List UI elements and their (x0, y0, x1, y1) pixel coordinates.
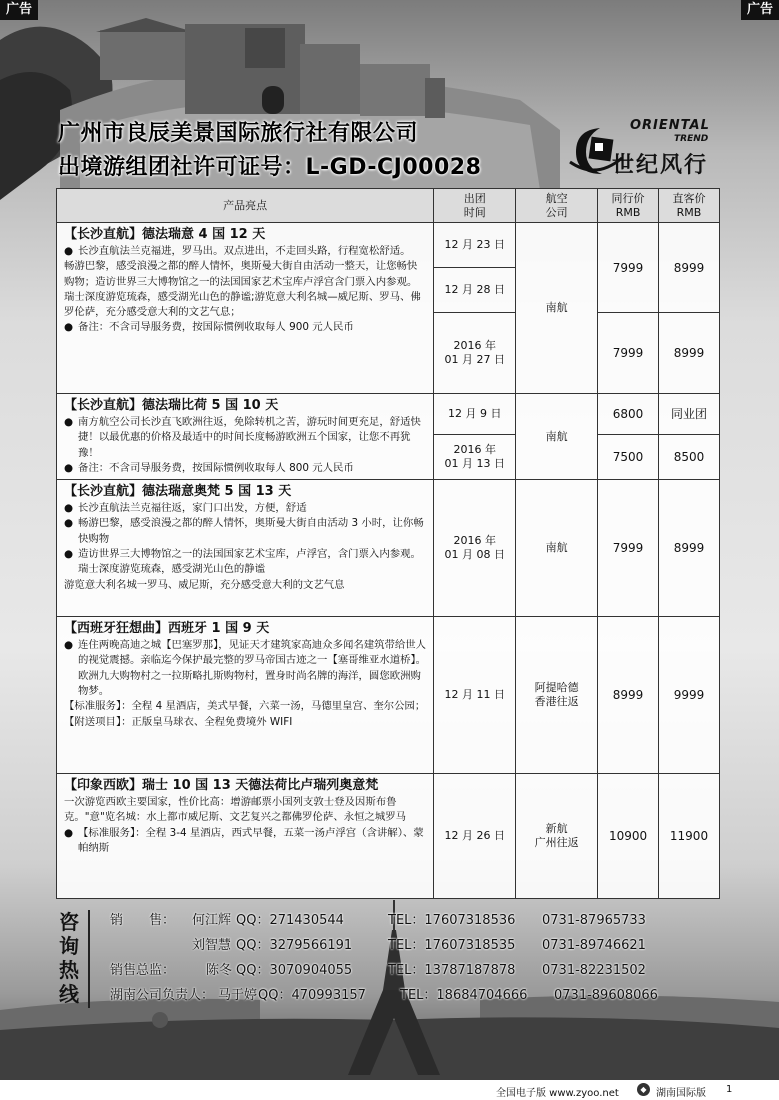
contact-phone: 0731-89608066 (554, 988, 658, 1003)
footer-edition: 湖南国际版 (656, 1088, 706, 1099)
departure-date: 2016 年 01 月 13 日 (434, 434, 516, 479)
airline: 新航 广州往返 (516, 774, 598, 899)
product-note: 备注：不含司导服务费，按国际惯例收取每人 800 元人民币 (78, 461, 354, 474)
product-title: 【长沙直航】德法瑞意奥梵 5 国 13 天 (64, 484, 292, 500)
product-4-details: 【西班牙狂想曲】西班牙 1 国 9 天 ● 连住两晚高迪之城【巴塞罗那】，见证天才建筑家高迪众多闻名建筑带给世人的视觉震撼。亲临迄今保护最完整的罗马帝国古迹之一【塞哥维亚水道桥】。欧洲九大购物村之一拉斯略扎斯购物村，置身时尚名牌的海洋，圆您欧洲购物梦。 【标准服务】：全程 4 星酒店，美式早餐，六菜一汤，马德里皇宫、奎尔公园； 【附送项目】：正版皇马球衣、全程免费境外 WIFI (57, 617, 434, 774)
table-header-row (57, 189, 720, 223)
direct-price: 同业团 (659, 394, 720, 435)
direct-price: 8999 (659, 480, 720, 617)
departure-date: 2016 年 01 月 27 日 (434, 313, 516, 394)
departure-date: 2016 年 01 月 08 日 (434, 480, 516, 617)
airline: 南航 (516, 223, 598, 394)
departure-date: 12 月 28 日 (434, 268, 516, 313)
product-title: 【长沙直航】德法瑞意 4 国 12 天 (64, 227, 266, 242)
contact-phone: 0731-89746621 (542, 938, 646, 953)
ad-label-right: 广告 (741, 0, 779, 20)
contact-qq: QQ：3279566191 (236, 938, 353, 953)
product-title: 【印象西欧】瑞士 10 国 13 天德法荷比卢瑞列奥意梵 (64, 778, 379, 794)
contact-phone: 0731-87965733 (542, 913, 646, 928)
contact-tel: TEL：17607318535 (388, 938, 516, 953)
contact-label: 湖南公司负责人： (110, 988, 215, 1003)
contact-hotline (58, 906, 738, 1014)
product-5-details: 【印象西欧】瑞士 10 国 13 天德法荷比卢瑞列奥意梵 一次游览西欧主要国家，性价比高：增游邮票小国列支敦士登及因斯布鲁克。"意"览名城：水上都市威尼斯、文艺复兴之都佛罗伦萨、永恒之城罗马 ● 【标准服务】：全程 3-4 星酒店，西式早餐，五菜一汤卢浮宫（含讲解）、蒙帕纳斯 (57, 774, 434, 899)
ad-label-left: 广告 (0, 0, 38, 20)
airline: 南航 (516, 480, 598, 617)
product-bullet: 长沙直航法兰克福往返，家门口出发，方便，舒适 (78, 502, 307, 515)
tour-table (56, 188, 720, 899)
header-airline: 航空 公司 (516, 189, 598, 223)
header-direct-price: 直客价 RMB (659, 189, 720, 223)
table-row (57, 480, 720, 617)
product-title: 【西班牙狂想曲】西班牙 1 国 9 天 (64, 621, 270, 637)
footer-website: 全国电子版 www.zyoo.net (496, 1088, 619, 1099)
trade-price: 7999 (598, 223, 659, 313)
contact-tel: TEL：17607318536 (388, 913, 516, 928)
header-date: 出团 时间 (434, 189, 516, 223)
product-note: 备注：不含司导服务费，按国际惯例收取每人 900 元人民币 (78, 321, 354, 334)
table-row (57, 394, 720, 435)
product-2-details: 【长沙直航】德法瑞比荷 5 国 10 天 ● 南方航空公司长沙直飞欧洲往返，免除转机之苦，游玩时间更充足，舒适快捷！以最优惠的价格及最适中的时间长度畅游欧洲五个国家，让您不再犹豫！ ● 备注：不含司导服务费，按国际惯例收取每人 800 元人民币 (57, 394, 434, 480)
table-row (57, 617, 720, 774)
direct-price: 8999 (659, 223, 720, 313)
departure-date: 12 月 11 日 (434, 617, 516, 774)
contact-tel: TEL：13787187878 (388, 963, 516, 978)
contact-qq: QQ：271430544 (236, 913, 344, 928)
divider (88, 910, 90, 1008)
logo-text-en-sub: TREND (674, 134, 709, 144)
contact-qq: QQ：3070904055 (236, 963, 353, 978)
product-service: 【标准服务】：全程 3-4 星酒店，西式早餐，五菜一汤卢浮宫（含讲解）、蒙帕纳斯 (78, 826, 424, 855)
product-bullet: 连住两晚高迪之城【巴塞罗那】，见证天才建筑家高迪众多闻名建筑带给世人的视觉震撼。亲临迄今保护最完整的罗马帝国古迹之一【塞哥维亚水道桥】。欧洲九大购物村之一拉斯略扎斯购物村，置身时尚名牌的海洋，圆您欧洲购物梦。 (78, 639, 427, 698)
page-footer (0, 1080, 779, 1100)
trade-price: 7999 (598, 313, 659, 394)
logo-text-en: ORIENTAL (630, 118, 710, 133)
header-trade-price: 同行价 RMB (598, 189, 659, 223)
contact-tel: TEL：18684704666 (400, 988, 528, 1003)
direct-price: 8999 (659, 313, 720, 394)
table-row (57, 223, 720, 268)
header-product: 产品亮点 (57, 189, 434, 223)
trade-price: 6800 (598, 394, 659, 435)
trade-price: 7500 (598, 434, 659, 479)
brand-logo (566, 116, 756, 186)
direct-price: 9999 (659, 617, 720, 774)
edition-emblem-icon: ◆ (637, 1083, 650, 1096)
product-bullet: 造访世界三大博物馆之一的法国国家艺术宝库，卢浮宫，含门票入内参观。瑞士深度游览琉森，感受湖光山色的静谧 (78, 548, 421, 576)
company-name: 广州市良辰美景国际旅行社有限公司 (58, 121, 419, 146)
logo-text-cn: 世纪风行 (612, 152, 709, 178)
trade-price: 8999 (598, 617, 659, 774)
product-description: 畅游巴黎，感受浪漫之都的醉人情怀，奥斯曼大街自由活动一整天，让您畅快购物；造访世界三大博物馆之一的法国国家艺术宝库卢浮宫含门票入内参观。瑞士深度游览琉森，感受湖光山色的静谧;游览意大利名城—威尼斯、罗马、佛罗伦萨，充分感受意大利的文艺气息； (64, 260, 421, 319)
contact-label: 销 售： (110, 913, 176, 928)
departure-date: 12 月 26 日 (434, 774, 516, 899)
airline: 南航 (516, 394, 598, 480)
trade-price: 10900 (598, 774, 659, 899)
license-number: 出境游组团社许可证号：L-GD-CJ00028 (58, 155, 482, 180)
contact-name: 何江辉 (192, 913, 232, 928)
contact-phone: 0731-82231502 (542, 963, 646, 978)
trade-price: 7999 (598, 480, 659, 617)
product-1-details: 【长沙直航】德法瑞意 4 国 12 天 ● 长沙直航法兰克福进，罗马出。双点进出，不走回头路，行程宽松舒适。 畅游巴黎，感受浪漫之都的醉人情怀，奥斯曼大街自由活动一整天，让您畅快购物；造访世界三大博物馆之一的法国国家艺术宝库卢浮宫含门票入内参观。瑞士深度游览琉森，感受湖光山色的静谧;游览意大利名城—威尼斯、罗马、佛罗伦萨，充分感受意大利的文艺气息； ● 备注：不含司导服务费，按国际惯例收取每人 900 元人民币 (57, 223, 434, 394)
page-number: 1 (726, 1084, 733, 1095)
airline: 阿提哈德 香港往返 (516, 617, 598, 774)
product-title: 【长沙直航】德法瑞比荷 5 国 10 天 (64, 398, 279, 413)
contact-name: 马于婷 (218, 988, 258, 1003)
product-bullet: 长沙直航法兰克福进，罗马出。双点进出，不走回头路，行程宽松舒适。 (78, 245, 411, 257)
departure-date: 12 月 23 日 (434, 223, 516, 268)
hotline-title: 咨 询 热 线 (59, 910, 79, 1006)
contact-name: 陈冬 (206, 963, 233, 978)
direct-price: 8500 (659, 434, 720, 479)
product-bullet: 南方航空公司长沙直飞欧洲往返，免除转机之苦，游玩时间更充足，舒适快捷！以最优惠的价格及最适中的时间长度畅游欧洲五个国家，让您不再犹豫！ (78, 416, 421, 459)
table-row (57, 774, 720, 899)
contact-name: 刘智慧 (192, 938, 232, 953)
direct-price: 11900 (659, 774, 720, 899)
product-service: 【标准服务】：全程 4 星酒店，美式早餐，六菜一汤，马德里皇宫、奎尔公园； 【附送项目】：正版皇马球衣、全程免费境外 WIFI (64, 700, 431, 728)
product-bullet: 畅游巴黎，感受浪漫之都的醉人情怀，奥斯曼大街自由活动 3 小时，让你畅快购物 (78, 517, 424, 545)
contact-qq: QQ：470993157 (258, 988, 366, 1003)
departure-date: 12 月 9 日 (434, 394, 516, 435)
product-description: 游览意大利名城一罗马、威尼斯，充分感受意大利的文艺气息 (64, 578, 345, 591)
contact-label: 销售总监： (110, 963, 176, 978)
product-description: 一次游览西欧主要国家，性价比高：增游邮票小国列支敦士登及因斯布鲁克。"意"览名城：水上都市威尼斯、文艺复兴之都佛罗伦萨、永恒之城罗马 (64, 796, 407, 824)
product-3-details: 【长沙直航】德法瑞意奥梵 5 国 13 天 ● 长沙直航法兰克福往返，家门口出发，方便，舒适 ● 畅游巴黎，感受浪漫之都的醉人情怀，奥斯曼大街自由活动 3 小时，让你畅快购物 ● 造访世界三大博物馆之一的法国国家艺术宝库，卢浮宫，含门票入内参观。瑞士深度游览琉森，感受湖光山色的静谧 游览意大利名城一罗马、威尼斯，充分感受意大利的文艺气息 (57, 480, 434, 617)
